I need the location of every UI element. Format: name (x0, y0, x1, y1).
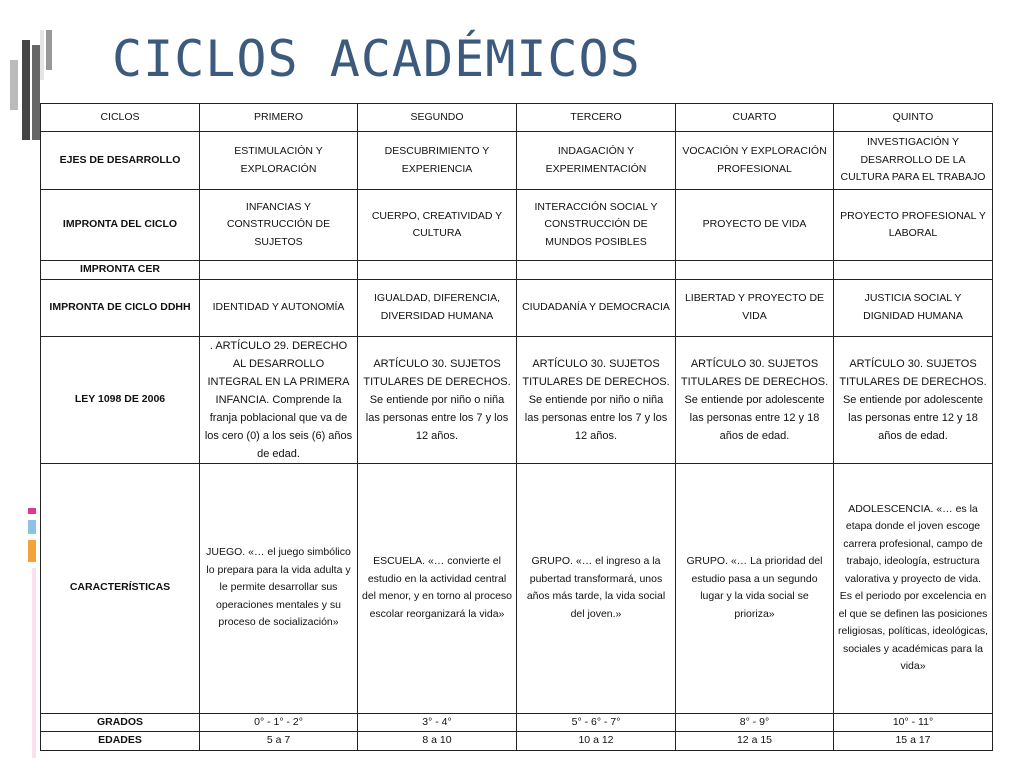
row-label: IMPRONTA DE CICLO DDHH (41, 279, 200, 336)
table-row-impronta-ciclo (41, 190, 993, 261)
accent-bar-orange (28, 540, 36, 562)
header-cell-primero: PRIMERO (200, 104, 358, 132)
table-row-impronta-ddhh (41, 279, 993, 336)
table-cell: 12 a 15 (676, 732, 834, 751)
table-row-edades (41, 732, 993, 751)
table-cell: ARTÍCULO 30. SUJETOS TITULARES DE DERECHOS. Se entiende por niño o niña las personas entre los 7 y los 12 años. (358, 336, 517, 463)
table-row-ley (41, 336, 993, 463)
table-cell: . ARTÍCULO 29. DERECHO AL DESARROLLO INTEGRAL EN LA PRIMERA INFANCIA. Comprende la franja poblacional que va de los cero (0) a los seis (6) años de edad. (200, 336, 358, 463)
table-cell: 5 a 7 (200, 732, 358, 751)
header-cell-cuarto: CUARTO (676, 104, 834, 132)
table-cell: DESCUBRIMIENTO Y EXPERIENCIA (358, 132, 517, 190)
page-title: CICLOS ACADÉMICOS (112, 30, 641, 88)
accent-bar-pink (28, 508, 36, 514)
row-label: IMPRONTA CER (41, 261, 200, 280)
table-cell: GRUPO. «… La prioridad del estudio pasa a un segundo lugar y la vida social se prioriza» (676, 463, 834, 713)
table-cell: 10° - 11° (834, 713, 993, 732)
header-cell-tercero: TERCERO (517, 104, 676, 132)
accent-bar-pink-2 (32, 568, 36, 758)
row-label: EDADES (41, 732, 200, 751)
table-cell: ARTÍCULO 30. SUJETOS TITULARES DE DERECHOS. Se entiende por adolescente las personas entre 12 y 18 años de edad. (834, 336, 993, 463)
table-cell: INFANCIAS Y CONSTRUCCIÓN DE SUJETOS (200, 190, 358, 261)
table-cell: ESTIMULACIÓN Y EXPLORACIÓN (200, 132, 358, 190)
table-cell: JUEGO. «… el juego simbólico lo prepara para la vida adulta y le permite desarrollar sus operaciones mentales y su proceso de socialización» (200, 463, 358, 713)
table-cell: 15 a 17 (834, 732, 993, 751)
table-cell: ESCUELA. «… convierte el estudio en la actividad central del menor, y en torno al proceso escolar reorganizará la vida» (358, 463, 517, 713)
row-label: CARACTERÍSTICAS (41, 463, 200, 713)
table-cell: 10 a 12 (517, 732, 676, 751)
row-label: EJES DE DESARROLLO (41, 132, 200, 190)
row-label: LEY 1098 DE 2006 (41, 336, 200, 463)
table-row-impronta-cer (41, 261, 993, 280)
table-cell: LIBERTAD Y PROYECTO DE VIDA (676, 279, 834, 336)
table-cell: 3° - 4° (358, 713, 517, 732)
table-row-caracteristicas (41, 463, 993, 713)
table-row-grados (41, 713, 993, 732)
table-cell (358, 261, 517, 280)
cycles-table (40, 103, 993, 751)
accent-bar-blue (28, 520, 36, 534)
table-cell: GRUPO. «… el ingreso a la pubertad transformará, unos años más tarde, la vida social del joven.» (517, 463, 676, 713)
table-cell: ADOLESCENCIA. «… es la etapa donde el joven escoge carrera profesional, campo de trabajo, ideología, estructura valorativa y proyecto de vida. Es el periodo por excelencia en el que se definen las posiciones religiosas, políticas, ideológicas, sociales y académicas para la vida» (834, 463, 993, 713)
table-cell: 5° - 6° - 7° (517, 713, 676, 732)
header-cell-quinto: QUINTO (834, 104, 993, 132)
header-cell-segundo: SEGUNDO (358, 104, 517, 132)
table-cell: INTERACCIÓN SOCIAL Y CONSTRUCCIÓN DE MUNDOS POSIBLES (517, 190, 676, 261)
table-cell (200, 261, 358, 280)
table-cell: INVESTIGACIÓN Y DESARROLLO DE LA CULTURA PARA EL TRABAJO (834, 132, 993, 190)
table-cell (676, 261, 834, 280)
table-cell: CIUDADANÍA Y DEMOCRACIA (517, 279, 676, 336)
row-label: GRADOS (41, 713, 200, 732)
table-cell: ARTÍCULO 30. SUJETOS TITULARES DE DERECHOS. Se entiende por niño o niña las personas entre los 7 y los 12 años. (517, 336, 676, 463)
table-cell (834, 261, 993, 280)
row-label: IMPRONTA DEL CICLO (41, 190, 200, 261)
table-cell: 8 a 10 (358, 732, 517, 751)
table-cell: 8° - 9° (676, 713, 834, 732)
table-cell (517, 261, 676, 280)
table-cell: JUSTICIA SOCIAL Y DIGNIDAD HUMANA (834, 279, 993, 336)
table-cell: PROYECTO PROFESIONAL Y LABORAL (834, 190, 993, 261)
table-cell: PROYECTO DE VIDA (676, 190, 834, 261)
table-cell: CUERPO, CREATIVIDAD Y CULTURA (358, 190, 517, 261)
table-cell: IGUALDAD, DIFERENCIA, DIVERSIDAD HUMANA (358, 279, 517, 336)
table-header-row (41, 104, 993, 132)
table-cell: IDENTIDAD Y AUTONOMÍA (200, 279, 358, 336)
table-cell: VOCACIÓN Y EXPLORACIÓN PROFESIONAL (676, 132, 834, 190)
table-cell: ARTÍCULO 30. SUJETOS TITULARES DE DERECHOS. Se entiende por adolescente las personas entre 12 y 18 años de edad. (676, 336, 834, 463)
table-row-ejes (41, 132, 993, 190)
header-cell-ciclos: CICLOS (41, 104, 200, 132)
table-cell: 0° - 1° - 2° (200, 713, 358, 732)
table-cell: INDAGACIÓN Y EXPERIMENTACIÓN (517, 132, 676, 190)
